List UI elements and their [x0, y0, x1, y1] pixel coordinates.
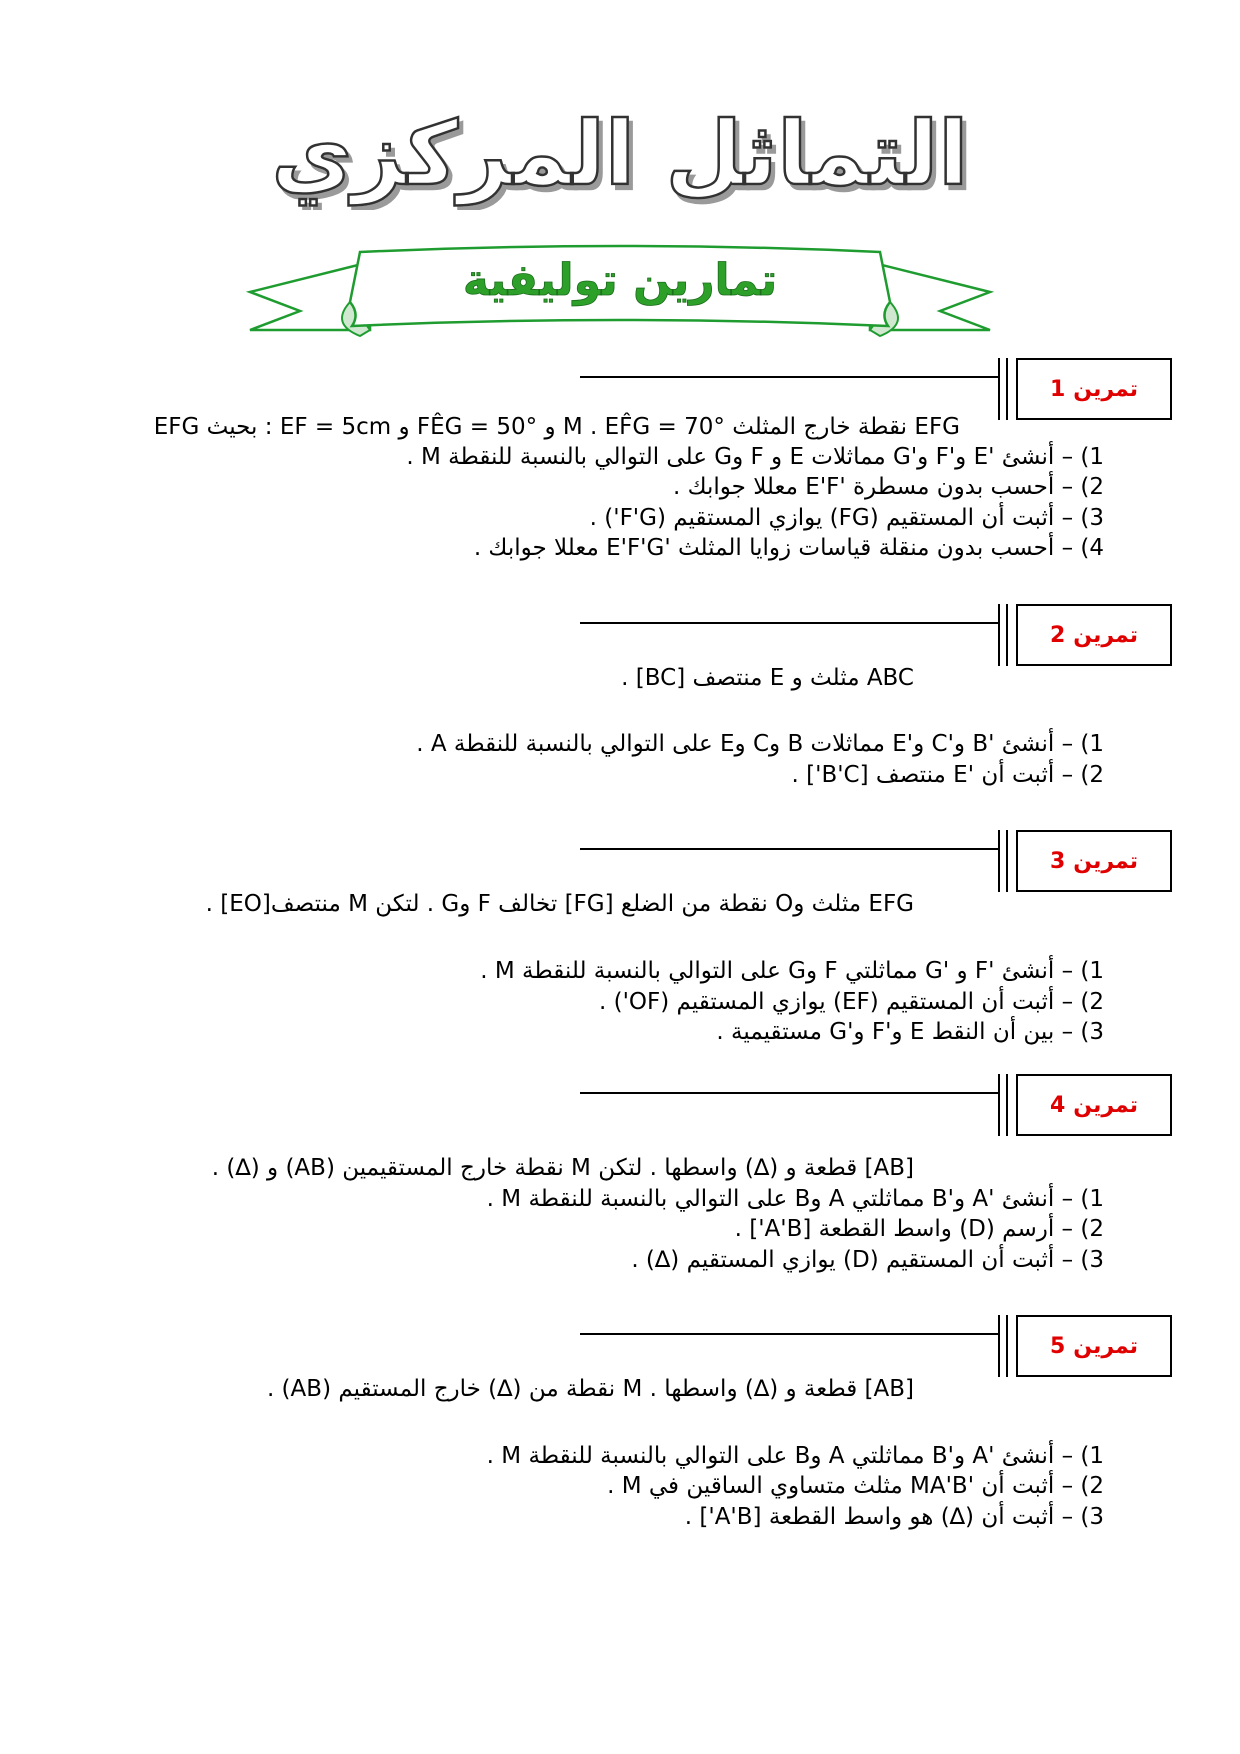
exercise-5-question-2: 2) – أثبت أن 'MA'B مثلث متساوي الساقين في M . — [607, 1473, 1104, 1499]
exercise-4-label: تمرين 4 — [1016, 1074, 1172, 1136]
exercise-3-question-2: 2) – أثبت أن المستقيم (EF) يوازي المستقيم (OF') . — [598, 989, 1104, 1015]
exercise-1-question-1: 1) – أنشئ 'E و'F و'G مماثلات E و F وG على التوالي بالنسبة للنقطة M . — [406, 444, 1104, 470]
page-title-text: التماثل المركزي — [271, 102, 969, 205]
exercise-1-label: تمرين 1 — [1016, 358, 1172, 420]
exercise-1-bar-a — [998, 358, 1000, 420]
exercise-5-bar-b — [1006, 1315, 1008, 1377]
exercise-3-bar-b — [1006, 830, 1008, 892]
exercise-4-bar-a — [998, 1074, 1000, 1136]
exercise-4-bar-b — [1006, 1074, 1008, 1136]
exercise-2-question-2: 2) – أثبت أن 'E منتصف [B'C'] . — [791, 762, 1104, 788]
exercise-3-bar-a — [998, 830, 1000, 892]
exercise-4-question-3: 3) – أثبت أن المستقيم (D) يوازي المستقيم (∆) . — [631, 1247, 1104, 1273]
exercise-1-rule — [580, 376, 1000, 378]
exercise-4-question-2: 2) – أرسم (D) واسط القطعة [A'B'] . — [734, 1216, 1104, 1242]
exercise-5-statement: [AB] قطعة و (∆) واسطها . M نقطة من (∆) خارج المستقيم (AB) . — [266, 1376, 914, 1402]
exercise-5-label: تمرين 5 — [1016, 1315, 1172, 1377]
exercise-2-question-1: 1) – أنشئ 'B و'C و'E مماثلات B وC وE على التوالي بالنسبة للنقطة A . — [416, 731, 1104, 757]
exercise-2-bar-a — [998, 604, 1000, 666]
exercise-5-bar-a — [998, 1315, 1000, 1377]
exercise-5-question-1: 1) – أنشئ 'A و'B مماثلتي A وB على التوالي بالنسبة للنقطة M . — [486, 1443, 1104, 1469]
banner — [240, 240, 1000, 360]
exercise-3-statement: EFG مثلث وO نقطة من الضلع [FG] تخالف F وG . لتكن M منتصف[EO] . — [205, 891, 914, 917]
exercise-2-statement: ABC مثلث و E منتصف [BC] . — [621, 665, 914, 691]
exercise-3-question-3: 3) – بين أن النقط E و'F و'G مستقيمية . — [716, 1019, 1104, 1045]
exercise-3-question-1: 1) – أنشئ 'F و 'G مماثلتي F وG على التوالي بالنسبة للنقطة M . — [480, 958, 1104, 984]
exercise-2-label: تمرين 2 — [1016, 604, 1172, 666]
exercise-4-question-1: 1) – أنشئ 'A و'B مماثلتي A وB على التوالي بالنسبة للنقطة M . — [486, 1186, 1104, 1212]
exercise-3-label: تمرين 3 — [1016, 830, 1172, 892]
exercise-5-rule — [580, 1333, 1000, 1335]
exercise-2-rule — [580, 622, 1000, 624]
exercise-1-bar-b — [1006, 358, 1008, 420]
exercise-3-rule — [580, 848, 1000, 850]
exercise-2-bar-b — [1006, 604, 1008, 666]
page-title — [240, 100, 1000, 210]
exercise-1-statement: EFG نقطة خارج المثلث M . EF̂G = 70° و FÊG = 50° و EF = 5cm : بحيث EFG — [153, 414, 960, 440]
exercise-5-question-3: 3) – أثبت أن (∆) هو واسط القطعة [A'B'] . — [684, 1504, 1104, 1530]
exercise-1-question-4: 4) – أحسب بدون منقلة قياسات زوايا المثلث 'E'F'G معللا جوابك . — [473, 535, 1104, 561]
banner-text: تمارين توليفية — [462, 255, 778, 306]
exercise-1-question-3: 3) – أثبت أن المستقيم (FG) يوازي المستقيم (F'G') . — [589, 505, 1104, 531]
exercise-4-rule — [580, 1092, 1000, 1094]
exercise-4-statement: [AB] قطعة و (∆) واسطها . لتكن M نقطة خارج المستقيمين (AB) و (∆) . — [211, 1155, 914, 1181]
exercise-1-question-2: 2) – أحسب بدون مسطرة 'E'F معللا جوابك . — [673, 474, 1104, 500]
